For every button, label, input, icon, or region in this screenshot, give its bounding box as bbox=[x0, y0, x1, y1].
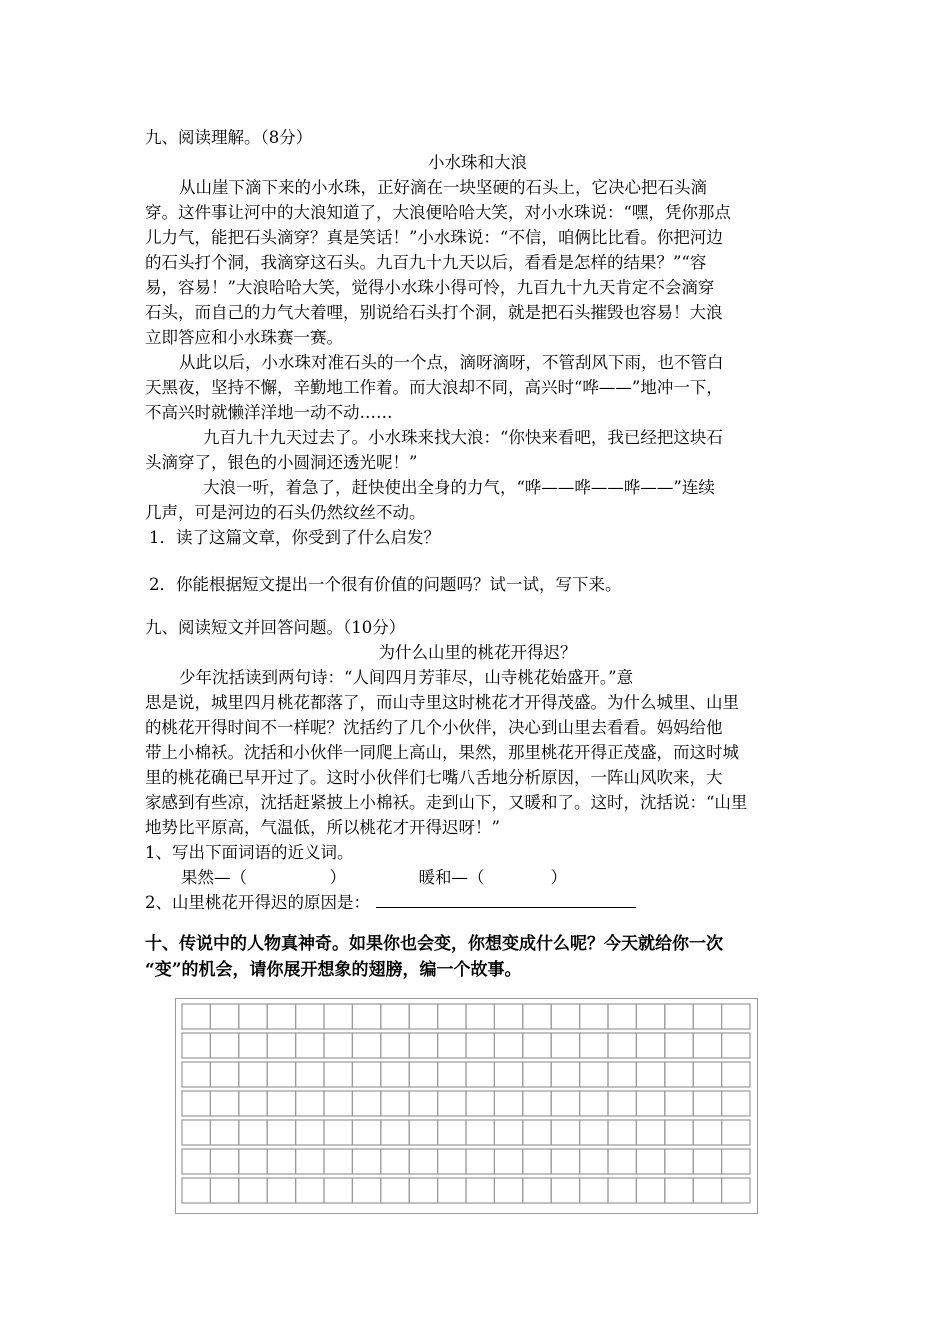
story-line: 的桃花开得时间不一样呢？沈括约了几个小伙伴，决心到山里去看看。妈妈给他 bbox=[145, 718, 723, 737]
grid-cell[interactable] bbox=[438, 1062, 466, 1087]
worksheet-page bbox=[145, 125, 810, 983]
grid-cell[interactable] bbox=[466, 1004, 494, 1029]
grid-cell[interactable] bbox=[210, 1178, 238, 1203]
grid-cell[interactable] bbox=[636, 1062, 664, 1087]
question-synonyms: 1、写出下面词语的近义词。 bbox=[145, 843, 354, 862]
grid-cell[interactable] bbox=[551, 1033, 579, 1058]
grid-cell[interactable] bbox=[494, 1178, 522, 1203]
grid-cell[interactable] bbox=[409, 1120, 437, 1145]
grid-cell[interactable] bbox=[352, 1062, 380, 1087]
grid-cell[interactable] bbox=[551, 1004, 579, 1029]
grid-cell[interactable] bbox=[693, 1149, 721, 1174]
grid-cell[interactable] bbox=[608, 1062, 636, 1087]
grid-cell[interactable] bbox=[636, 1091, 664, 1116]
grid-cell[interactable] bbox=[352, 1033, 380, 1058]
grid-cell[interactable] bbox=[722, 1062, 750, 1087]
grid-cell[interactable] bbox=[608, 1149, 636, 1174]
grid-cell[interactable] bbox=[693, 1178, 721, 1203]
grid-cell[interactable] bbox=[324, 1004, 352, 1029]
grid-cell[interactable] bbox=[267, 1091, 295, 1116]
grid-cell[interactable] bbox=[494, 1120, 522, 1145]
grid-cell[interactable] bbox=[409, 1149, 437, 1174]
question-reason-label: 2、山里桃花开得迟的原因是： bbox=[145, 893, 370, 912]
grid-cell[interactable] bbox=[494, 1091, 522, 1116]
grid-cell[interactable] bbox=[182, 1004, 210, 1029]
synonym-guoran-field[interactable]: 果然—（ ） bbox=[181, 868, 346, 887]
grid-cell[interactable] bbox=[267, 1062, 295, 1087]
grid-cell[interactable] bbox=[636, 1178, 664, 1203]
grid-cell[interactable] bbox=[182, 1091, 210, 1116]
grid-cell[interactable] bbox=[296, 1091, 324, 1116]
grid-cell[interactable] bbox=[296, 1033, 324, 1058]
grid-cell[interactable] bbox=[466, 1178, 494, 1203]
grid-cell[interactable] bbox=[438, 1004, 466, 1029]
grid-cell[interactable] bbox=[665, 1149, 693, 1174]
composition-grid-svg[interactable] bbox=[176, 999, 756, 1212]
grid-cell[interactable] bbox=[693, 1062, 721, 1087]
grid-cell[interactable] bbox=[267, 1178, 295, 1203]
grid-cell[interactable] bbox=[182, 1033, 210, 1058]
grid-cell[interactable] bbox=[239, 1149, 267, 1174]
grid-cell[interactable] bbox=[210, 1033, 238, 1058]
section-10-prompt-line1: 十、传说中的人物真神奇。如果你也会变，你想变成什么呢？今天就给你一次 bbox=[145, 934, 723, 954]
grid-cell[interactable] bbox=[381, 1091, 409, 1116]
grid-cell[interactable] bbox=[636, 1033, 664, 1058]
grid-cell[interactable] bbox=[722, 1091, 750, 1116]
grid-cell[interactable] bbox=[466, 1091, 494, 1116]
grid-cell[interactable] bbox=[580, 1120, 608, 1145]
grid-cell[interactable] bbox=[409, 1062, 437, 1087]
grid-cell[interactable] bbox=[296, 1004, 324, 1029]
grid-cell[interactable] bbox=[608, 1178, 636, 1203]
grid-cell[interactable] bbox=[580, 1062, 608, 1087]
grid-cell[interactable] bbox=[608, 1091, 636, 1116]
grid-cell[interactable] bbox=[722, 1149, 750, 1174]
grid-cell[interactable] bbox=[551, 1149, 579, 1174]
grid-cell[interactable] bbox=[352, 1120, 380, 1145]
grid-cell[interactable] bbox=[239, 1120, 267, 1145]
story-line: 的石头打个洞，我滴穿这石头。九百九十九天以后，看看是怎样的结果？”“容 bbox=[145, 253, 707, 272]
grid-cell[interactable] bbox=[466, 1120, 494, 1145]
grid-cell[interactable] bbox=[636, 1120, 664, 1145]
story-line: 思是说，城里四月桃花都落了，而山寺里这时桃花才开得茂盛。为什么城里、山里 bbox=[145, 693, 739, 712]
grid-cell[interactable] bbox=[296, 1149, 324, 1174]
grid-cell[interactable] bbox=[352, 1149, 380, 1174]
story-title-peach-blossom: 为什么山里的桃花开得迟？ bbox=[378, 643, 577, 662]
grid-cell[interactable] bbox=[324, 1091, 352, 1116]
grid-cell[interactable] bbox=[182, 1120, 210, 1145]
grid-cell[interactable] bbox=[438, 1120, 466, 1145]
grid-cell[interactable] bbox=[665, 1062, 693, 1087]
grid-cell[interactable] bbox=[239, 1033, 267, 1058]
grid-cell[interactable] bbox=[324, 1033, 352, 1058]
grid-cell[interactable] bbox=[665, 1091, 693, 1116]
grid-cell[interactable] bbox=[580, 1004, 608, 1029]
grid-cell[interactable] bbox=[466, 1033, 494, 1058]
story-line: 里的桃花确已早开过了。这时小伙伴们七嘴八舌地分析原因，一阵山风吹来，大 bbox=[145, 768, 723, 787]
grid-cell[interactable] bbox=[210, 1004, 238, 1029]
grid-cell[interactable] bbox=[352, 1091, 380, 1116]
grid-cell[interactable] bbox=[494, 1004, 522, 1029]
grid-cell[interactable] bbox=[210, 1062, 238, 1087]
grid-cell[interactable] bbox=[239, 1004, 267, 1029]
grid-cell[interactable] bbox=[523, 1033, 551, 1058]
grid-cell[interactable] bbox=[523, 1004, 551, 1029]
story-title-water-drop: 小水珠和大浪 bbox=[428, 153, 527, 172]
grid-cell[interactable] bbox=[693, 1120, 721, 1145]
grid-cell[interactable] bbox=[608, 1120, 636, 1145]
grid-cell[interactable] bbox=[381, 1178, 409, 1203]
grid-cell[interactable] bbox=[210, 1120, 238, 1145]
grid-cell[interactable] bbox=[608, 1033, 636, 1058]
grid-cell[interactable] bbox=[381, 1149, 409, 1174]
story-line: 带上小棉袄。沈括和小伙伴一同爬上高山，果然，那里桃花开得正茂盛，而这时城 bbox=[145, 743, 739, 762]
grid-cell[interactable] bbox=[296, 1178, 324, 1203]
grid-cell[interactable] bbox=[523, 1149, 551, 1174]
grid-cell[interactable] bbox=[438, 1091, 466, 1116]
grid-cell[interactable] bbox=[267, 1004, 295, 1029]
grid-cell[interactable] bbox=[409, 1178, 437, 1203]
grid-cell[interactable] bbox=[267, 1033, 295, 1058]
grid-cell[interactable] bbox=[523, 1120, 551, 1145]
section-10-prompt-line2: “变”的机会，请你展开想象的翅膀，编一个故事。 bbox=[145, 960, 522, 980]
story-line: 儿力气，能把石头滴穿？真是笑话！”小水珠说：“不信，咱俩比比看。你把河边 bbox=[145, 228, 723, 247]
grid-cell[interactable] bbox=[551, 1178, 579, 1203]
grid-cell[interactable] bbox=[693, 1091, 721, 1116]
story-line: 石头，而自己的力气大着哩，别说给石头打个洞，就是把石头摧毁也容易！大浪 bbox=[145, 303, 723, 322]
grid-cell[interactable] bbox=[409, 1033, 437, 1058]
grid-cell[interactable] bbox=[551, 1062, 579, 1087]
grid-cell[interactable] bbox=[239, 1062, 267, 1087]
grid-cell[interactable] bbox=[466, 1149, 494, 1174]
grid-cell[interactable] bbox=[182, 1149, 210, 1174]
grid-cell[interactable] bbox=[381, 1062, 409, 1087]
grid-cell[interactable] bbox=[296, 1120, 324, 1145]
grid-cell[interactable] bbox=[665, 1004, 693, 1029]
grid-cell[interactable] bbox=[352, 1178, 380, 1203]
grid-cell[interactable] bbox=[438, 1178, 466, 1203]
story-line: 立即答应和小水珠赛一赛。 bbox=[145, 328, 343, 347]
grid-cell[interactable] bbox=[210, 1091, 238, 1116]
grid-cell[interactable] bbox=[466, 1062, 494, 1087]
question-reason-row bbox=[145, 890, 810, 915]
grid-cell[interactable] bbox=[636, 1004, 664, 1029]
grid-cell[interactable] bbox=[324, 1178, 352, 1203]
grid-cell[interactable] bbox=[665, 1120, 693, 1145]
grid-cell[interactable] bbox=[182, 1178, 210, 1203]
story-line: 几声，可是河边的石头仍然纹丝不动。 bbox=[145, 503, 426, 522]
grid-cell[interactable] bbox=[494, 1062, 522, 1087]
grid-cell[interactable] bbox=[722, 1033, 750, 1058]
story-line: 穿。这件事让河中的大浪知道了，大浪便哈哈大笑，对小水珠说：“嘿，凭你那点 bbox=[145, 203, 731, 222]
grid-cell[interactable] bbox=[523, 1091, 551, 1116]
story-line: 易，容易！”大浪哈哈大笑，觉得小水珠小得可怜，九百九十九天肯定不会滴穿 bbox=[145, 278, 715, 297]
grid-cell[interactable] bbox=[381, 1120, 409, 1145]
grid-cell[interactable] bbox=[551, 1091, 579, 1116]
grid-cell[interactable] bbox=[665, 1178, 693, 1203]
grid-cell[interactable] bbox=[182, 1062, 210, 1087]
grid-cell[interactable] bbox=[494, 1149, 522, 1174]
story-line: 天黑夜，坚持不懈，辛勤地工作着。而大浪却不同，高兴时“哗——”地冲一下， bbox=[145, 378, 723, 397]
grid-cell[interactable] bbox=[352, 1004, 380, 1029]
grid-cell[interactable] bbox=[722, 1120, 750, 1145]
section-9a-heading: 九、阅读理解。（8分） bbox=[145, 128, 313, 147]
answer-blank-line[interactable] bbox=[376, 893, 636, 908]
grid-cell[interactable] bbox=[580, 1091, 608, 1116]
story-line: 大浪一听，着急了，赶快使出全身的力气，“哗——哗——哗——”连续 bbox=[203, 478, 715, 497]
grid-cell[interactable] bbox=[523, 1062, 551, 1087]
grid-cell[interactable] bbox=[722, 1004, 750, 1029]
grid-cell[interactable] bbox=[438, 1033, 466, 1058]
grid-cell[interactable] bbox=[608, 1004, 636, 1029]
grid-cell[interactable] bbox=[381, 1033, 409, 1058]
grid-cell[interactable] bbox=[324, 1149, 352, 1174]
question-2-ask-question: 2．你能根据短文提出一个很有价值的问题吗？试一试，写下来。 bbox=[149, 575, 622, 594]
grid-cell[interactable] bbox=[636, 1149, 664, 1174]
grid-cell[interactable] bbox=[722, 1178, 750, 1203]
section-9b-heading: 九、阅读短文并回答问题。（10分） bbox=[145, 618, 406, 637]
grid-cell[interactable] bbox=[551, 1120, 579, 1145]
grid-cell[interactable] bbox=[210, 1149, 238, 1174]
grid-cell[interactable] bbox=[580, 1149, 608, 1174]
grid-cell[interactable] bbox=[267, 1120, 295, 1145]
composition-grid[interactable] bbox=[175, 998, 758, 1214]
story-line: 九百九十九天过去了。小水珠来找大浪：“你快来看吧，我已经把这块石 bbox=[203, 428, 723, 447]
story-line: 从此以后，小水珠对准石头的一个点，滴呀滴呀，不管刮风下雨，也不管白 bbox=[179, 353, 724, 372]
story-line: 头滴穿了，银色的小圆洞还透光呢！” bbox=[145, 453, 418, 472]
grid-cell[interactable] bbox=[438, 1149, 466, 1174]
grid-cell[interactable] bbox=[324, 1120, 352, 1145]
grid-cell[interactable] bbox=[239, 1091, 267, 1116]
synonym-nuanhe-field[interactable]: 暖和—（ ） bbox=[418, 868, 567, 887]
grid-cell[interactable] bbox=[267, 1149, 295, 1174]
story-line: 从山崖下滴下来的小水珠，正好滴在一块坚硬的石头上，它决心把石头滴 bbox=[179, 178, 707, 197]
grid-cell[interactable] bbox=[296, 1062, 324, 1087]
grid-cell[interactable] bbox=[324, 1062, 352, 1087]
story-line: 地势比平原高，气温低，所以桃花才开得迟呀！” bbox=[145, 818, 500, 837]
question-1-inspiration: 1．读了这篇文章，你受到了什么启发？ bbox=[149, 528, 440, 547]
synonym-row bbox=[145, 865, 810, 890]
grid-cell[interactable] bbox=[239, 1178, 267, 1203]
grid-cell[interactable] bbox=[494, 1033, 522, 1058]
grid-cell[interactable] bbox=[523, 1178, 551, 1203]
grid-cell[interactable] bbox=[381, 1004, 409, 1029]
story-line: 家感到有些凉，沈括赶紧披上小棉袄。走到山下，又暖和了。这时，沈括说：“山里 bbox=[145, 793, 748, 812]
story-line: 少年沈括读到两句诗：“人间四月芳菲尽，山寺桃花始盛开。”意 bbox=[179, 668, 634, 687]
grid-cell[interactable] bbox=[580, 1033, 608, 1058]
grid-cell[interactable] bbox=[665, 1033, 693, 1058]
grid-cell[interactable] bbox=[409, 1004, 437, 1029]
grid-cell[interactable] bbox=[693, 1004, 721, 1029]
grid-cell[interactable] bbox=[409, 1091, 437, 1116]
story-line: 不高兴时就懒洋洋地一动不动…… bbox=[145, 403, 393, 422]
grid-cell[interactable] bbox=[580, 1178, 608, 1203]
grid-cell[interactable] bbox=[693, 1033, 721, 1058]
